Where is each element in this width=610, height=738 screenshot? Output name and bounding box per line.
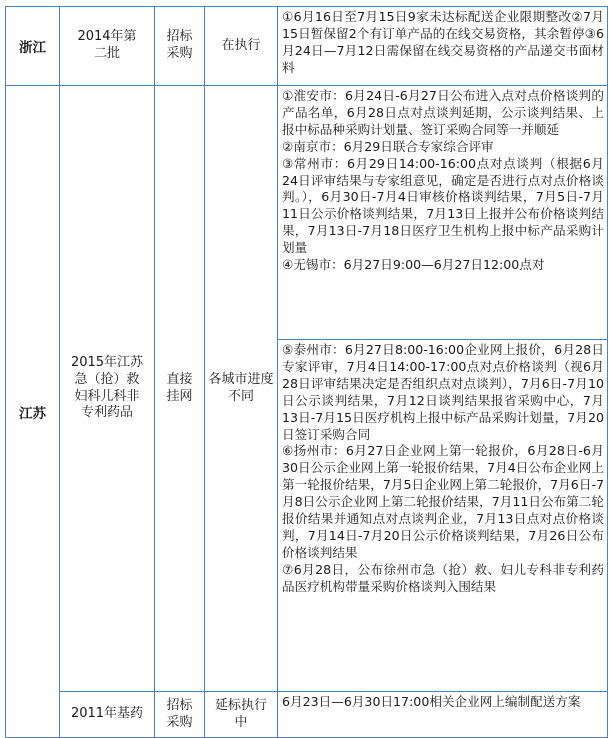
city-schedule-changzhou: ③常州市：6月29日14:00-16:00点对点谈判（根据6月24日评审结果与专家组意见，确定是否进行点对点价格谈判。），6月30日-7月4日审核价格谈判结果，7月5日-7月11日公示价格谈判结果，7月13日上报并公布价格谈判结果，7月13日-7月18日医疗卫生机构上报中标产品采购计划量 bbox=[282, 155, 604, 256]
detail-cell-zhejiang bbox=[278, 6, 608, 86]
province-cell-jiangsu bbox=[5, 86, 60, 738]
province-name: 江苏 bbox=[19, 405, 46, 422]
city-schedule-huaian: ①淮安市：6月24日-6月27日公布进入点对点价格谈判的产品名单，6月28日点对点谈判延期，公示谈判结果、上报中标品种采购计划量、签订采购合同等一并顺延 bbox=[282, 88, 604, 137]
method-cell-zhejiang bbox=[155, 6, 205, 86]
project-cell-jiangsu bbox=[60, 86, 155, 692]
status-cell-jiangsu bbox=[205, 86, 278, 692]
detail-cell-jiangsu-b bbox=[278, 340, 608, 692]
detail-cell-jiangsu-a bbox=[278, 86, 608, 340]
project-name: 2015年江苏急（抢）救妇科儿科非专利药品 bbox=[70, 355, 144, 421]
city-schedule-taizhou: ⑤泰州市：6月27日8:00-16:00企业网上报价，6月28日专家评审，7月4日14:00-17:00点对点价格谈判（视6月28日评审结果决定是否组织点对点谈判），7月6日-7月10日公示谈判结果，7月12日谈判结果报省采购中心，7月13日-7月15日医疗机构上报中标产品采购计划量，7月20日签订采购合同 bbox=[282, 342, 604, 442]
province-cell-zhejiang bbox=[5, 6, 60, 86]
project-cell-zhejiang bbox=[60, 6, 155, 86]
province-name: 浙江 bbox=[19, 40, 46, 56]
status-cell-zhejiang bbox=[205, 6, 278, 86]
detail-cell-jiangsu-2011 bbox=[278, 692, 608, 738]
project-name: 2014年第二批 bbox=[77, 29, 137, 61]
execution-status: 延标执行中 bbox=[214, 697, 267, 730]
detail-text: 6月23日—6月30日17:00相关企业网上编制配送方案 bbox=[282, 694, 581, 709]
city-schedule-xuzhou: ⑦6月28日，公布徐州市急（抢）救、妇儿专科非专利药品医疗机构带量采购价格谈判入围结果 bbox=[282, 561, 604, 594]
execution-status: 在执行 bbox=[221, 37, 261, 53]
city-schedule-nanjing: ②南京市：6月29日联合专家综合评审 bbox=[282, 138, 494, 154]
execution-status: 各城市进度不同 bbox=[208, 371, 274, 404]
procurement-method: 招标采购 bbox=[166, 697, 193, 730]
city-schedule-yangzhou: ⑥扬州市：6月27日企业网上第一轮报价，6月28日-6月30日公示企业网上第一轮报价结果，7月4日公布企业网上第一轮报价结果，7月5日企业网上第二轮报价，7月6日-7月8日公示企业网上第二轮报价结果，7月11日公布第二轮报价结果并通知点对点谈判企业，7月13日点对点价格谈判，7月14日-7月20日公示价格谈判结果，7月26日公布价格谈判结果 bbox=[282, 443, 604, 560]
detail-text: ①6月16日至7月15日9家未达标配送企业限期整改②7月15日暂保留2个有订单产品的在线交易资格，其余暂停③6月24日—7月12日需保留在线交易资格的产品递交书面材料 bbox=[282, 9, 604, 75]
status-cell-jiangsu-2011 bbox=[205, 692, 278, 738]
project-cell-jiangsu-2011 bbox=[60, 692, 155, 738]
method-cell-jiangsu-2011 bbox=[155, 692, 205, 738]
procurement-table bbox=[5, 6, 608, 738]
city-schedule-wuxi: ④无锡市：6月27日9:00—6月27日12:00点对 bbox=[282, 257, 545, 273]
procurement-method: 直接挂网 bbox=[166, 371, 193, 404]
project-name: 2011年基药 bbox=[70, 706, 144, 722]
method-cell-jiangsu bbox=[155, 86, 205, 692]
procurement-method: 招标采购 bbox=[166, 29, 193, 61]
